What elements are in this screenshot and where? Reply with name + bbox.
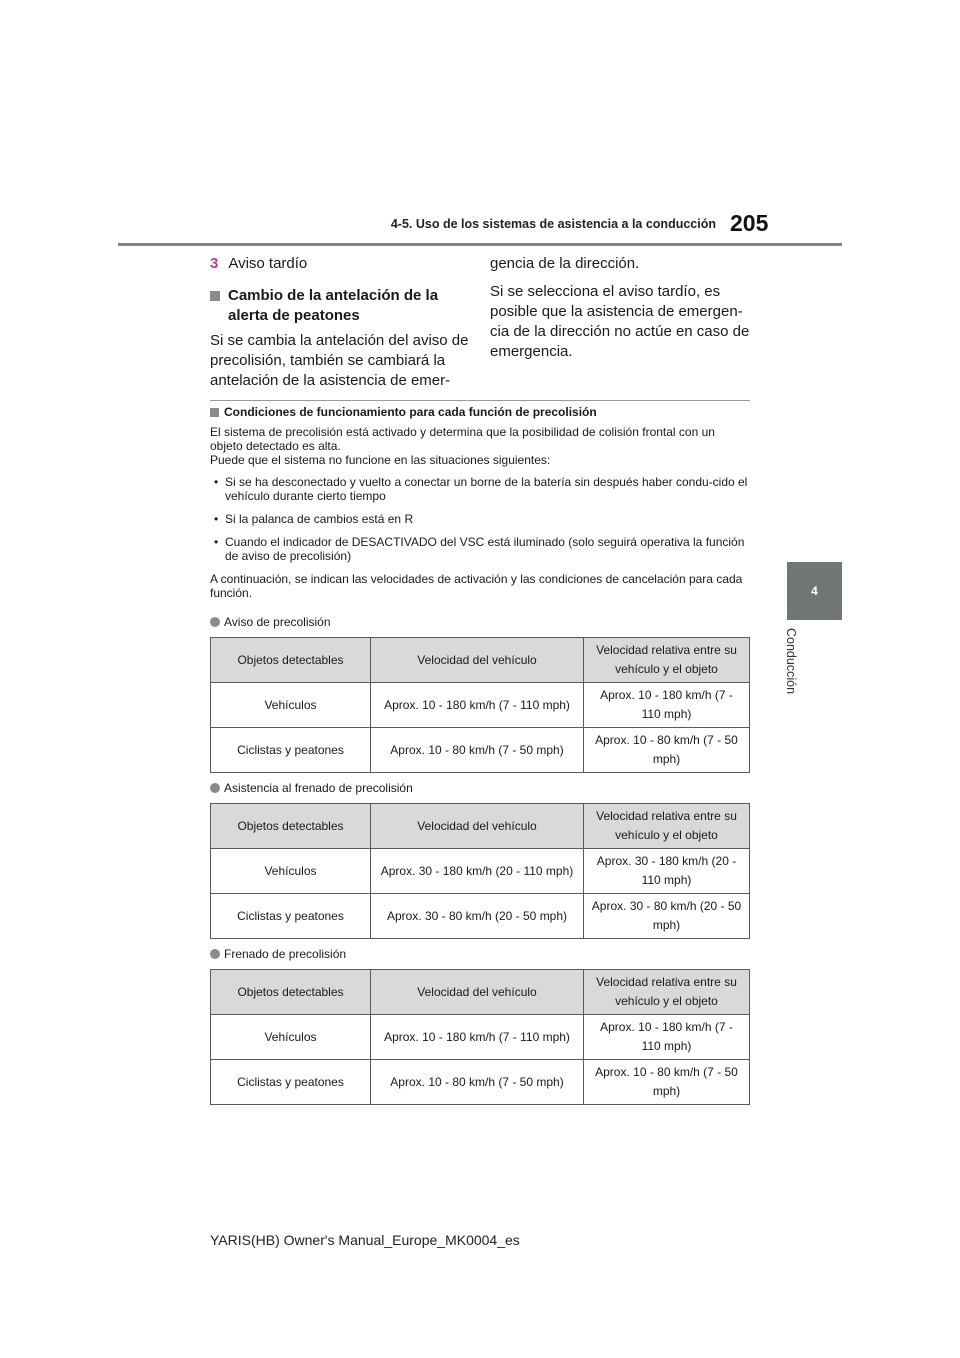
header-cell: Velocidad relativa entre su vehículo y el objeto [584,638,750,683]
header-cell: Velocidad relativa entre su vehículo y el objeto [584,970,750,1015]
note-heading [210,405,750,419]
table-cell: Aprox. 10 - 80 km/h (7 - 50 mph) [584,1060,750,1105]
header-divider [118,243,842,246]
header-cell: Objetos detectables [211,638,371,683]
bullet-dot-icon: • [214,475,219,489]
speed-table-2 [210,803,750,939]
list-item [210,512,750,526]
right-paragraph-2: Si se selecciona el aviso tardío, es posible que la asistencia de emergen-cia de la dirección no actúe en caso de emergencia. [490,283,750,360]
chapter-tab [787,562,842,620]
table-cell: Vehículos [211,1015,371,1060]
table-1-title-text: Aviso de precolisión [224,615,331,629]
note-paragraph-1: El sistema de precolisión está activado y determina que la posibilidad de colisión frontal con un objeto detectado es alta. [210,425,715,453]
circle-bullet-icon [210,783,220,793]
table-cell: Aprox. 10 - 180 km/h (7 - 110 mph) [584,683,750,728]
table-cell: Aprox. 10 - 80 km/h (7 - 50 mph) [371,728,584,773]
page-number: 205 [730,210,769,236]
bullet-dot-icon: • [214,512,219,526]
table-cell: Aprox. 10 - 180 km/h (7 - 110 mph) [371,1015,584,1060]
list-item [210,475,750,503]
header-cell: Velocidad del vehículo [371,638,584,683]
section-title: 4-5. Uso de los sistemas de asistencia a la conducción [390,217,716,231]
table-cell: Ciclistas y peatones [211,1060,371,1105]
square-bullet-icon [210,291,220,301]
chapter-label-wrap [776,628,816,708]
chapter-number: 4 [811,584,818,598]
header-cell: Velocidad relativa entre su vehículo y el objeto [584,804,750,849]
table-cell: Vehículos [211,849,371,894]
table-header-row [211,638,750,683]
table-row [211,728,750,773]
table-cell: Aprox. 30 - 80 km/h (20 - 50 mph) [371,894,584,939]
note-bullet-list [210,475,750,563]
list-item-text: Si la palanca de cambios está en R [225,512,414,526]
speed-table-3 [210,969,750,1105]
table-2-title-text: Asistencia al frenado de precolisión [224,781,413,795]
note-paragraph-2: Puede que el sistema no funcione en las situaciones siguientes: [210,453,551,467]
right-column [490,254,752,370]
table-cell: Aprox. 30 - 180 km/h (20 - 110 mph) [584,849,750,894]
speed-table-1 [210,637,750,773]
right-paragraph-1: gencia de la dirección. [490,255,640,272]
note-paragraph-3: A continuación, se indican las velocidades de activación y las condiciones de cancelación para cada función. [210,572,743,600]
table-cell: Ciclistas y peatones [211,728,371,773]
table-cell: Aprox. 30 - 80 km/h (20 - 50 mph) [584,894,750,939]
table-3-title-text: Frenado de precolisión [224,947,347,961]
square-bullet-icon [210,408,219,417]
table-2-title [210,781,413,795]
table-cell: Vehículos [211,683,371,728]
header-cell: Velocidad del vehículo [371,970,584,1015]
table-row [211,683,750,728]
table-header-row [211,804,750,849]
list-item-text: Si se ha desconectado y vuelto a conectar un borne de la batería sin después haber condu-cido el vehículo durante cierto tiempo [225,475,748,503]
left-paragraph: Si se cambia la antelación del aviso de precolisión, también se cambiará la antelación de la asistencia de emer- [210,332,469,389]
subheading-text: Cambio de la antelación de la alerta de peatones [228,287,439,324]
header-cell: Objetos detectables [211,804,371,849]
note-divider [210,400,750,401]
step-label: Aviso tardío [228,255,308,272]
step-item [210,254,472,274]
header-cell: Velocidad del vehículo [371,804,584,849]
list-item-text: Cuando el indicador de DESACTIVADO del VSC está iluminado (solo seguirá operativa la función de aviso de precolisión) [225,535,745,563]
list-item [210,535,750,563]
table-cell: Aprox. 30 - 180 km/h (20 - 110 mph) [371,849,584,894]
table-cell: Aprox. 10 - 180 km/h (7 - 110 mph) [371,683,584,728]
note-heading-text: Condiciones de funcionamiento para cada función de precolisión [224,405,597,419]
table-row [211,849,750,894]
circle-bullet-icon [210,949,220,959]
table-3-title [210,947,346,961]
table-1-title [210,615,331,629]
table-cell: Aprox. 10 - 80 km/h (7 - 50 mph) [371,1060,584,1105]
table-row [211,1015,750,1060]
subheading [210,286,472,326]
step-number: 3 [210,255,219,272]
table-cell: Aprox. 10 - 180 km/h (7 - 110 mph) [584,1015,750,1060]
table-cell: Aprox. 10 - 80 km/h (7 - 50 mph) [584,728,750,773]
table-row [211,894,750,939]
circle-bullet-icon [210,617,220,627]
footer-manual-id: YARIS(HB) Owner's Manual_Europe_MK0004_es [210,1232,520,1248]
left-column [210,254,472,399]
table-header-row [211,970,750,1015]
chapter-label: Conducción [784,628,798,695]
table-cell: Ciclistas y peatones [211,894,371,939]
bullet-dot-icon: • [214,535,219,549]
header-cell: Objetos detectables [211,970,371,1015]
note-section [210,405,750,600]
table-row [211,1060,750,1105]
